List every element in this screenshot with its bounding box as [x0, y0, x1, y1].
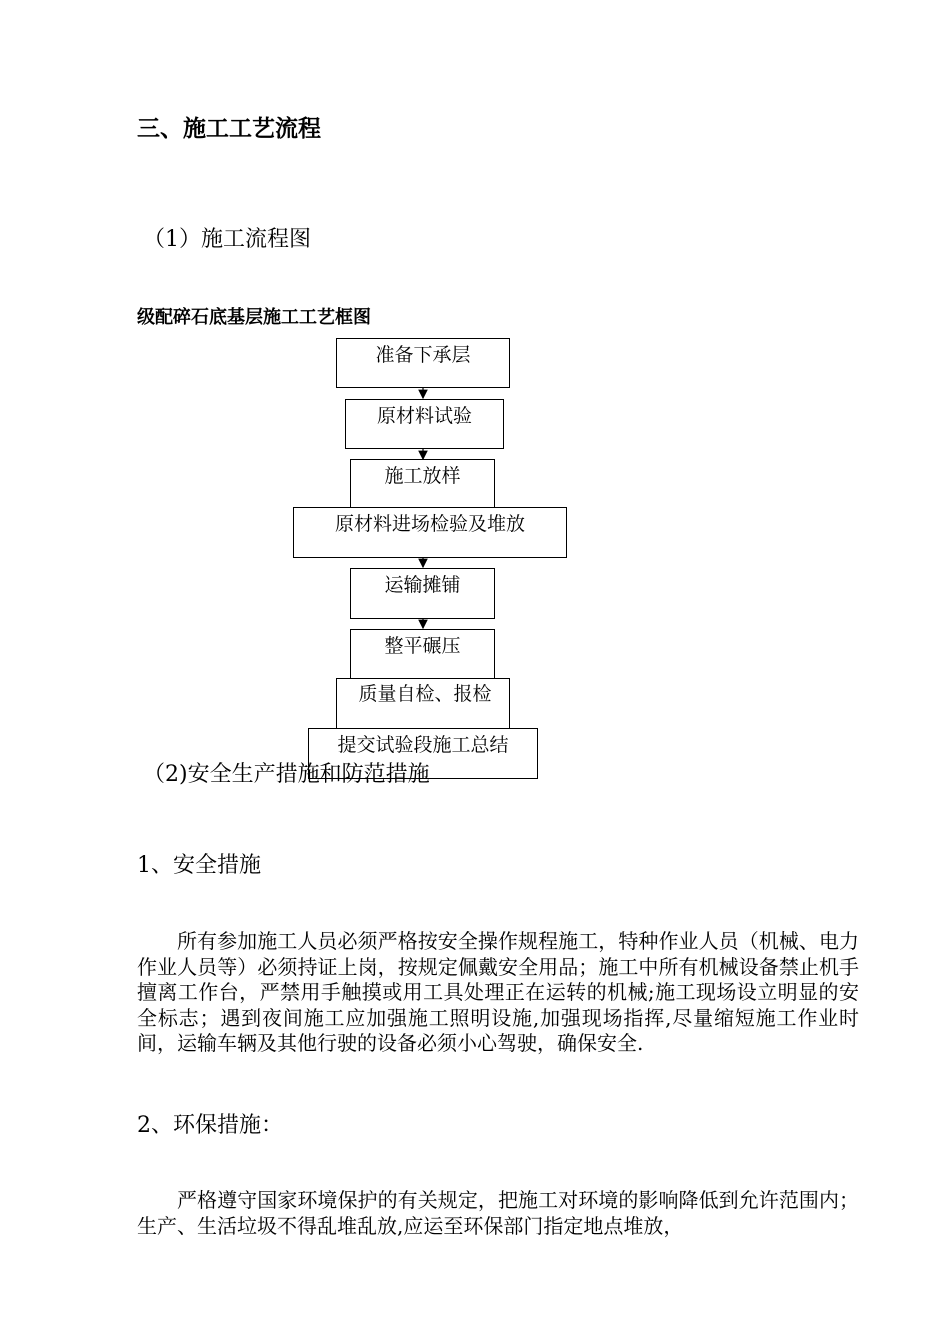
flowchart-subheading: （1）施工流程图	[143, 227, 311, 252]
flow-step-7: 质量自检、报检	[336, 678, 510, 730]
flowchart-title: 级配碎石底基层施工工艺框图	[137, 307, 371, 328]
section-heading: 三、施工工艺流程	[137, 116, 321, 142]
environment-heading: 2、环保措施：	[137, 1113, 283, 1138]
flow-step-3: 施工放样	[350, 459, 495, 511]
flow-step-6: 整平碾压	[350, 629, 495, 680]
safety-paragraph: 所有参加施工人员必须严格按安全操作规程施工，特种作业人员（机械、电力作业人员等）必须持证上岗，按规定佩戴安全用品；施工中所有机械设备禁止机手擅离工作台，严禁用手触摸或用工具处理正在运转的机械;施工现场设立明显的安全标志；遇到夜间施工应加强施工照明设施,加强现场指挥,尽量缩短施工作业时间，运输车辆及其他行驶的设备必须小心驾驶，确保安全.	[137, 929, 859, 1055]
flow-step-4: 原材料进场检验及堆放	[293, 507, 567, 558]
flow-step-8: 提交试验段施工总结	[308, 728, 538, 779]
flow-step-1: 准备下承层	[336, 338, 510, 388]
flow-step-5: 运输摊铺	[350, 568, 495, 619]
flow-step-2: 原材料试验	[345, 399, 504, 449]
safety-heading: 1、安全措施	[137, 853, 261, 878]
environment-paragraph: 严格遵守国家环境保护的有关规定，把施工对环境的影响降低到允许范围内；生产、生活垃圾不得乱堆乱放,应运至环保部门指定地点堆放，	[137, 1188, 859, 1238]
safety-measures-subheading: （2)安全生产措施和防范措施	[143, 762, 430, 787]
